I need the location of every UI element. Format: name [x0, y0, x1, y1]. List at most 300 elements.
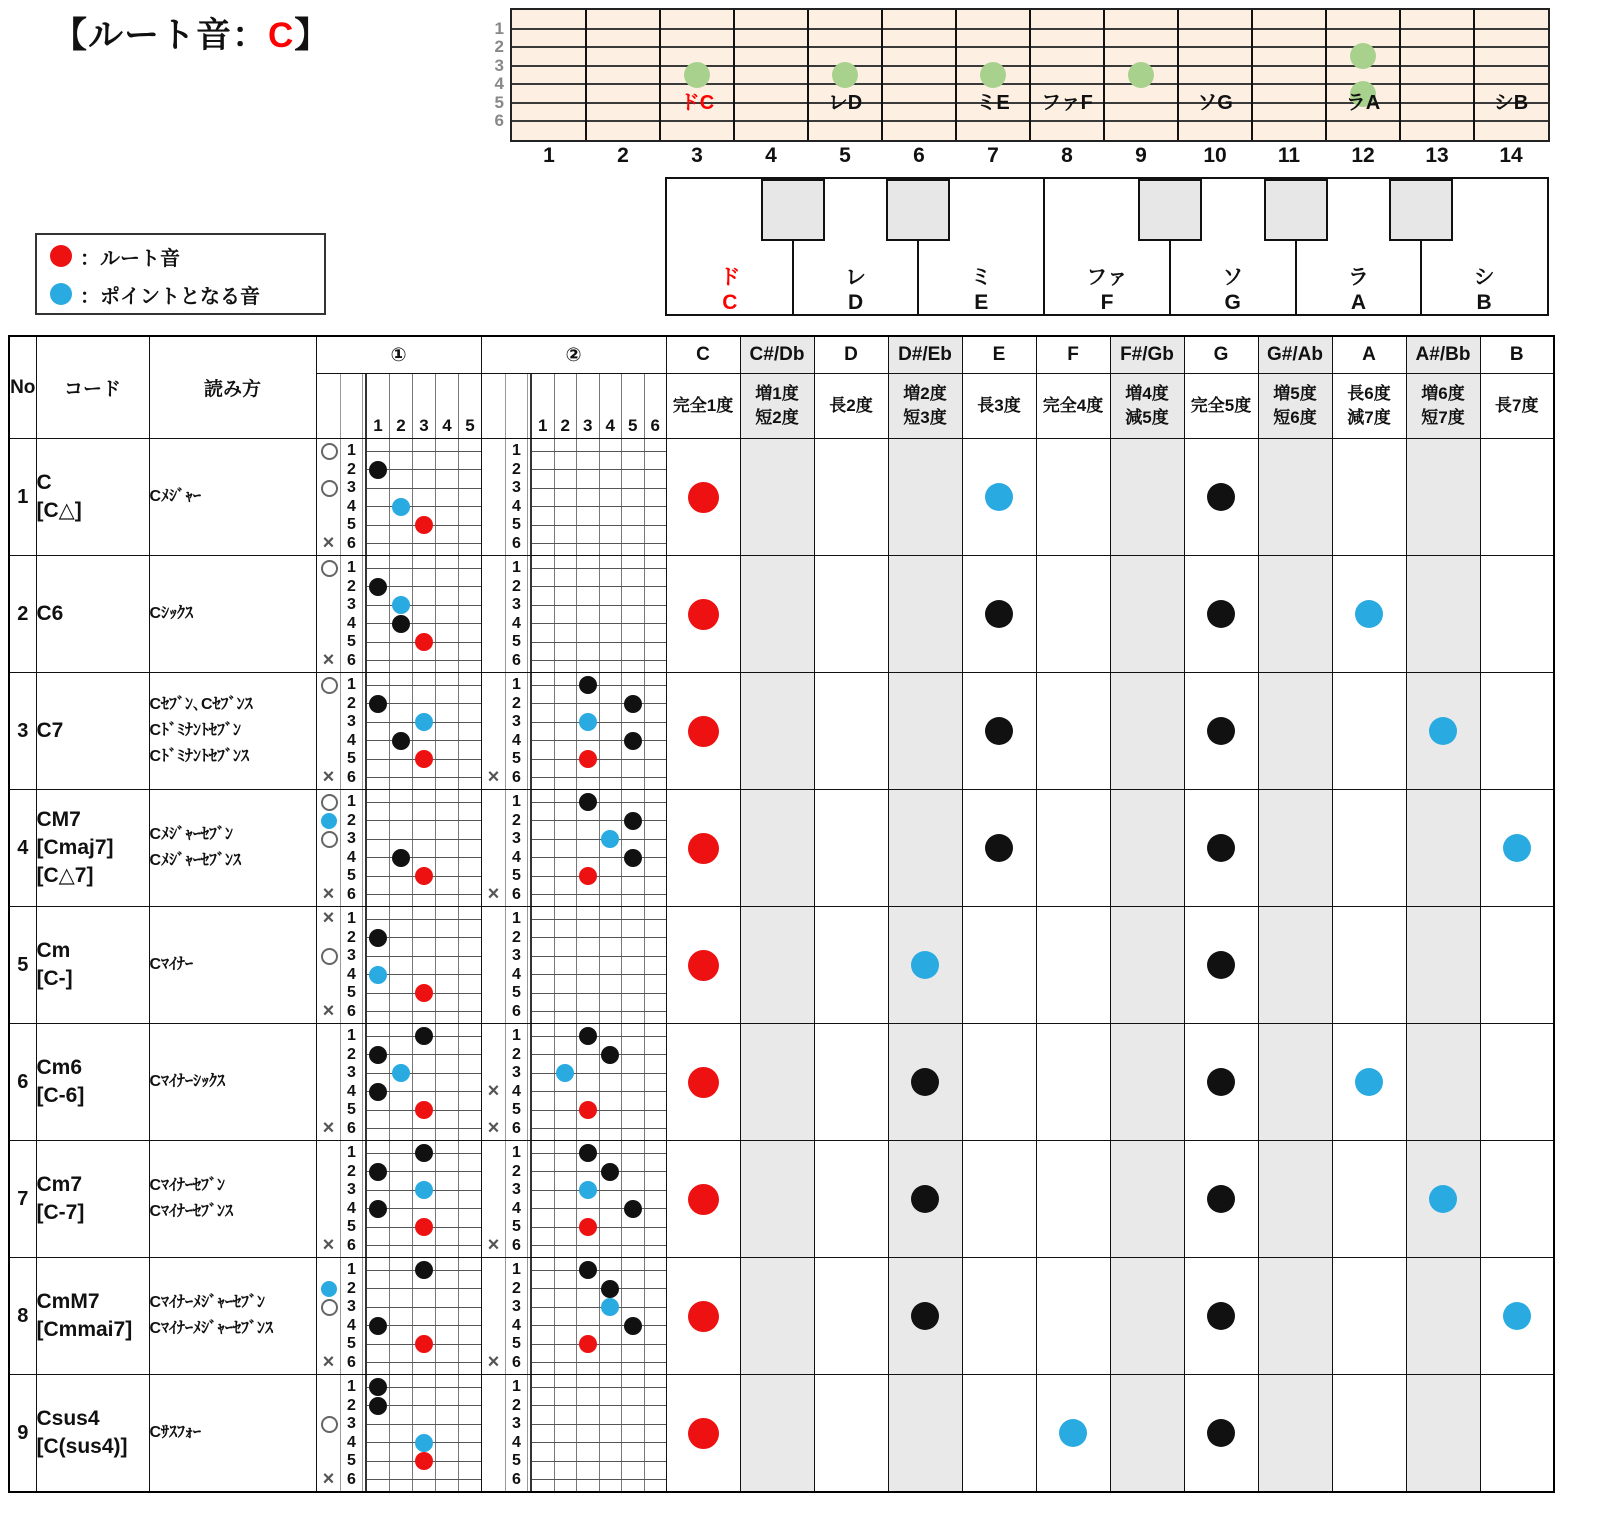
root-finger-dot — [415, 1218, 433, 1236]
interval-header-A#/Bb — [1406, 374, 1480, 439]
diagram-string-number: 6 — [512, 1236, 521, 1254]
fret-grid-line — [435, 673, 436, 789]
diagram-string-number: 5 — [347, 1335, 356, 1352]
diagram1-cell — [316, 673, 481, 790]
fret-grid-line — [458, 1024, 459, 1140]
fret-line — [659, 10, 661, 140]
piano-black-key — [761, 179, 825, 241]
tone-cell-G#/Ab — [1258, 907, 1332, 1024]
fret-grid-line — [621, 556, 622, 672]
diagram-string-number: 2 — [512, 694, 521, 712]
chord-reading-line: Cｻｽﾌｫｰ — [149, 1424, 202, 1441]
tone-cell-A#/Bb — [1406, 556, 1480, 673]
diagram2-cell — [481, 556, 666, 673]
chord-name-line: [C(sus4)] — [36, 1435, 128, 1458]
chord-tone-dot — [1207, 483, 1235, 511]
tone-cell-C — [666, 1375, 740, 1493]
tone-cell-F#/Gb — [1110, 556, 1184, 673]
fret-line — [1029, 10, 1031, 140]
fret-grid-line — [576, 439, 577, 555]
fret-line — [1325, 10, 1327, 140]
fret-grid-line — [621, 673, 622, 789]
point-note-dot — [1355, 600, 1383, 628]
diagram-string-number: 6 — [347, 1353, 356, 1371]
string-grid-line — [532, 642, 666, 643]
chord-row-2 — [9, 556, 1554, 673]
fret-grid-line — [599, 790, 600, 906]
fret-marker-inlay — [684, 62, 710, 88]
fret-grid-line — [458, 1141, 459, 1257]
string-grid-line — [532, 1011, 666, 1012]
diagram-string-number: 1 — [347, 910, 356, 927]
point-finger-dot — [556, 1064, 574, 1082]
fret-grid-line — [389, 1024, 390, 1140]
interval-label: 短3度 — [903, 408, 947, 427]
diagram-string-number: 1 — [512, 793, 521, 810]
row-number: 1 — [9, 439, 36, 556]
tone-cell-E — [962, 907, 1036, 1024]
grid-edge-line — [365, 556, 367, 672]
fret-number-label: 12 — [1351, 144, 1375, 167]
chord-diagram — [317, 673, 481, 789]
grid-edge-line — [530, 1024, 532, 1140]
diagram-string-number: 3 — [512, 947, 521, 964]
tone-cell-D — [814, 439, 888, 556]
tone-cell-F — [1036, 1141, 1110, 1258]
diagram-string-number: 1 — [512, 1027, 521, 1044]
diagram-string-number: 6 — [512, 1470, 521, 1488]
grid-edge-line — [365, 1258, 367, 1374]
string-grid-line — [532, 506, 666, 507]
string-grid-line — [532, 1227, 666, 1228]
string-grid-line — [532, 543, 666, 544]
chord-diagram — [317, 790, 481, 906]
string-grid-line — [532, 1073, 666, 1074]
muted-string-marker: × — [487, 765, 500, 788]
fret-number: 5 — [628, 416, 638, 435]
chord-tone-dot — [1207, 1185, 1235, 1213]
fret-grid-line — [389, 907, 390, 1023]
black-finger-dot — [369, 695, 387, 713]
chord-tone-dot — [1207, 834, 1235, 862]
string-grid-line — [532, 488, 666, 489]
string-grid-line — [532, 685, 666, 686]
chord-diagram — [482, 439, 666, 555]
chord-row-3 — [9, 673, 1554, 790]
fret-grid-line — [576, 1258, 577, 1374]
string-grid-line — [367, 1073, 481, 1074]
interval-header-B — [1480, 374, 1554, 439]
fret-grid-line — [576, 556, 577, 672]
diagram-string-number: 4 — [347, 614, 356, 632]
root-note-dot — [688, 599, 719, 630]
fret-grid-line — [599, 556, 600, 672]
fret-grid-line — [599, 1258, 600, 1374]
tone-cell-D#/Eb — [888, 1375, 962, 1493]
black-finger-dot — [579, 1144, 597, 1162]
fret-grid-line — [412, 1375, 413, 1491]
chord-diagram — [482, 1141, 666, 1257]
tone-cell-D#/Eb — [888, 556, 962, 673]
marker-column-line — [340, 374, 341, 438]
grid-edge-line — [530, 439, 532, 555]
fretboard-note-label: ラA — [1345, 91, 1381, 114]
black-finger-dot — [369, 1378, 387, 1396]
chord-name-cell — [36, 1258, 149, 1375]
chord-diagram — [482, 1024, 666, 1140]
diagram-string-number: 5 — [347, 984, 356, 1001]
grid-edge-line — [530, 673, 532, 789]
root-finger-dot — [415, 516, 433, 534]
tone-cell-C — [666, 1141, 740, 1258]
fret-line — [1473, 10, 1475, 140]
fret-grid-line — [435, 790, 436, 906]
chord-row-8 — [9, 1258, 1554, 1375]
fret-grid-line — [389, 1141, 390, 1257]
fret-grid-line — [412, 1258, 413, 1374]
diagram2-cell — [481, 1375, 666, 1493]
chord-row-9 — [9, 1375, 1554, 1493]
string-grid-line — [532, 1344, 666, 1345]
diagram-string-number: 4 — [347, 848, 356, 866]
column-header-note-F#/Gb: F#/Gb — [1110, 336, 1184, 374]
root-note-dot — [688, 833, 719, 864]
chord-diagram — [317, 1258, 481, 1374]
chord-name-cell — [36, 907, 149, 1024]
tone-cell-F#/Gb — [1110, 1141, 1184, 1258]
fret-grid-line — [389, 673, 390, 789]
muted-string-marker: × — [487, 1233, 500, 1256]
chord-diagram — [482, 673, 666, 789]
chord-reading-line: Cﾏｲﾅｰﾒｼﾞｬｰｾﾌﾞﾝｽ — [149, 1320, 274, 1337]
interval-header-C — [666, 374, 740, 439]
number-column-line — [527, 374, 528, 438]
muted-string-marker: × — [322, 1350, 335, 1373]
string-grid-line — [367, 1362, 481, 1363]
tone-cell-A#/Bb — [1406, 1024, 1480, 1141]
chord-row-5 — [9, 907, 1554, 1024]
chord-reading-cell — [149, 673, 316, 790]
chord-name-line: C6 — [36, 602, 64, 625]
string-grid-line — [532, 1362, 666, 1363]
fretboard-diagram — [494, 8, 1550, 167]
column-header-chord: コード — [36, 336, 149, 439]
diagram-string-number: 6 — [512, 885, 521, 903]
tone-cell-G — [1184, 790, 1258, 907]
diagram2-cell — [481, 1024, 666, 1141]
string-grid-line — [367, 919, 481, 920]
string-grid-line — [532, 1405, 666, 1406]
number-column-line — [362, 374, 363, 438]
diagram-string-number: 6 — [347, 534, 356, 552]
diagram-string-number: 4 — [347, 1199, 356, 1217]
chord-diagram — [482, 1258, 666, 1374]
diagram-string-number: 3 — [347, 596, 356, 613]
fret-grid-line — [599, 1141, 600, 1257]
string-grid-line — [367, 605, 481, 606]
grid-edge-line — [530, 790, 532, 906]
tone-cell-D#/Eb — [888, 1024, 962, 1141]
interval-label: 減7度 — [1347, 408, 1391, 427]
grid-edge-line — [365, 439, 367, 555]
column-header-diagram2: ② — [481, 336, 666, 374]
string-grid-line — [532, 1288, 666, 1289]
tone-cell-C — [666, 556, 740, 673]
string-grid-line — [532, 722, 666, 723]
string-grid-line — [532, 1307, 666, 1308]
fret-number-strip — [482, 374, 666, 438]
chord-reading-line: Cｼｯｸｽ — [149, 605, 194, 622]
fret-grid-line — [389, 439, 390, 555]
fret-grid-line — [576, 673, 577, 789]
diagram-string-number: 5 — [512, 633, 521, 650]
root-finger-dot — [415, 984, 433, 1002]
chord-reading-line: Cﾏｲﾅｰｾﾌﾞﾝｽ — [149, 1203, 234, 1220]
grid-edge-line — [365, 1375, 367, 1491]
diagram-string-number: 6 — [512, 1353, 521, 1371]
string-grid-line — [367, 506, 481, 507]
interval-label: 長6度 — [1347, 384, 1391, 403]
chord-tone-dot — [985, 717, 1013, 745]
diagram2-fret-numbers — [481, 374, 666, 439]
interval-header-D — [814, 374, 888, 439]
chord-reading-cell — [149, 1024, 316, 1141]
string-number-label: 6 — [494, 111, 504, 131]
fret-number-label: 8 — [1061, 144, 1073, 167]
fret-grid-line — [621, 439, 622, 555]
tone-cell-D — [814, 1258, 888, 1375]
fret-grid-line — [644, 439, 645, 555]
fret-grid-line — [621, 790, 622, 906]
string-grid-line — [532, 586, 666, 587]
tone-cell-C — [666, 790, 740, 907]
fret-grid-line — [389, 1258, 390, 1374]
black-finger-dot — [369, 1317, 387, 1335]
chord-name-cell — [36, 439, 149, 556]
tone-cell-A — [1332, 1258, 1406, 1375]
diagram-string-number: 2 — [347, 811, 356, 829]
chord-reading-cell — [149, 907, 316, 1024]
root-note-dot-icon — [50, 245, 72, 267]
point-finger-dot — [415, 1434, 433, 1452]
column-header-note-C: C — [666, 336, 740, 374]
diagram-string-number: 1 — [512, 1261, 521, 1278]
fret-number: 2 — [560, 416, 570, 435]
diagram-string-number: 5 — [512, 1101, 521, 1118]
fret-grid-line — [644, 1258, 645, 1374]
diagram-string-number: 1 — [347, 1144, 356, 1161]
fret-grid-line — [458, 790, 459, 906]
piano-key-letter-label: C — [722, 291, 738, 314]
diagram-string-number: 5 — [512, 1452, 521, 1469]
fret-line — [1399, 10, 1401, 140]
interval-header-G#/Ab — [1258, 374, 1332, 439]
fret-number-label: 10 — [1203, 144, 1227, 167]
interval-header-G — [1184, 374, 1258, 439]
tone-cell-F#/Gb — [1110, 1375, 1184, 1493]
interval-header-F — [1036, 374, 1110, 439]
string-grid-line — [532, 568, 666, 569]
muted-string-marker: × — [322, 1233, 335, 1256]
chord-name-line: CmM7 — [36, 1290, 100, 1313]
chord-diagram — [317, 1375, 481, 1491]
diagram-string-number: 4 — [347, 731, 356, 749]
page-title — [52, 8, 330, 58]
tone-cell-F — [1036, 907, 1110, 1024]
string-grid-line — [367, 1011, 481, 1012]
tone-cell-D — [814, 790, 888, 907]
fret-number-label: 6 — [913, 144, 925, 167]
piano-key-kana-label: ミ — [970, 266, 992, 289]
diagram-string-number: 3 — [347, 1064, 356, 1081]
grid-edge-line — [365, 907, 367, 1023]
chord-tone-dot — [911, 1068, 939, 1096]
fretboard-note-label: シB — [1493, 91, 1529, 114]
point-finger-dot — [579, 713, 597, 731]
chord-table-grid — [8, 335, 1555, 1493]
root-note-dot — [688, 950, 719, 981]
tone-cell-A#/Bb — [1406, 790, 1480, 907]
fret-number-label: 11 — [1277, 144, 1301, 167]
tone-cell-G#/Ab — [1258, 1375, 1332, 1493]
tone-cell-C#/Db — [740, 907, 814, 1024]
diagram-string-number: 5 — [512, 1218, 521, 1235]
row-number: 7 — [9, 1141, 36, 1258]
diagram-string-number: 5 — [347, 867, 356, 884]
chord-reading-cell — [149, 439, 316, 556]
muted-string-marker: × — [322, 999, 335, 1022]
diagram-string-number: 2 — [347, 1279, 356, 1297]
grid-edge-line — [365, 1024, 367, 1140]
diagram-string-number: 4 — [347, 1433, 356, 1451]
point-finger-dot — [392, 498, 410, 516]
tone-cell-D — [814, 1141, 888, 1258]
piano-key-kana-label: ラ — [1347, 266, 1369, 289]
tone-cell-G — [1184, 439, 1258, 556]
diagram-string-number: 1 — [347, 1027, 356, 1044]
piano-key-letter-label: F — [1100, 291, 1114, 314]
diagram-string-number: 2 — [512, 1045, 521, 1063]
diagram-string-number: 6 — [347, 1119, 356, 1137]
fret-line — [1251, 10, 1253, 140]
root-finger-dot — [415, 633, 433, 651]
diagram-string-number: 3 — [512, 1298, 521, 1315]
legend-root-label: ：ルート音 — [80, 247, 180, 270]
tone-cell-G — [1184, 1375, 1258, 1493]
diagram2-cell — [481, 1141, 666, 1258]
diagram-string-number: 5 — [347, 1452, 356, 1469]
black-finger-dot — [369, 1397, 387, 1415]
chord-reading-line: Cｾﾌﾞﾝ､Cｾﾌﾞﾝｽ — [149, 696, 253, 713]
string-grid-line — [532, 1190, 666, 1191]
string-grid-line — [532, 1208, 666, 1209]
diagram-string-number: 3 — [512, 1064, 521, 1081]
black-finger-dot — [624, 849, 642, 867]
interval-label: 完全1度 — [672, 396, 734, 415]
tone-cell-B — [1480, 1024, 1554, 1141]
diagram-string-number: 1 — [347, 1378, 356, 1395]
tone-cell-C#/Db — [740, 1375, 814, 1493]
row-number: 5 — [9, 907, 36, 1024]
muted-string-marker: × — [487, 1116, 500, 1139]
interval-label: 短6度 — [1273, 408, 1317, 427]
tone-cell-A#/Bb — [1406, 907, 1480, 1024]
tone-cell-F — [1036, 673, 1110, 790]
tone-cell-C#/Db — [740, 790, 814, 907]
muted-string-marker: × — [322, 882, 335, 905]
tone-cell-A — [1332, 439, 1406, 556]
interval-label: 短2度 — [755, 408, 799, 427]
point-note-dot — [1059, 1419, 1087, 1447]
black-finger-dot — [601, 1046, 619, 1064]
black-finger-dot — [624, 1317, 642, 1335]
root-note-dot — [688, 1067, 719, 1098]
black-finger-dot — [369, 461, 387, 479]
string-grid-line — [367, 1288, 481, 1289]
chord-reading-cell — [149, 1375, 316, 1493]
chord-name-line: CM7 — [36, 808, 81, 831]
diagram-string-number: 2 — [347, 577, 356, 595]
diagram-string-number: 5 — [347, 1218, 356, 1235]
diagram1-cell — [316, 790, 481, 907]
black-finger-dot — [369, 578, 387, 596]
fret-marker-inlay — [1128, 62, 1154, 88]
column-header-note-A: A — [1332, 336, 1406, 374]
interval-label: 増6度 — [1421, 384, 1465, 403]
open-point-note-marker — [321, 1281, 337, 1297]
chord-diagram — [482, 556, 666, 672]
piano-key-kana-label: ファ — [1086, 266, 1128, 289]
diagram-string-number: 3 — [512, 479, 521, 496]
black-finger-dot — [415, 1144, 433, 1162]
fretboard-note-label: ソG — [1197, 91, 1233, 114]
legend-point-label: ：ポイントとなる音 — [80, 285, 260, 308]
black-finger-dot — [415, 1261, 433, 1279]
chord-diagram — [482, 790, 666, 906]
string-grid-line — [532, 1424, 666, 1425]
point-note-dot — [1429, 717, 1457, 745]
fret-number: 3 — [583, 416, 593, 435]
tone-cell-F#/Gb — [1110, 1024, 1184, 1141]
root-finger-dot — [415, 1101, 433, 1119]
chord-name-line: Cm6 — [36, 1056, 83, 1079]
diagram-string-number: 4 — [347, 497, 356, 515]
tone-cell-D — [814, 1024, 888, 1141]
title-prefix: 【ルート音： — [52, 16, 269, 55]
tone-cell-B — [1480, 907, 1554, 1024]
tone-cell-G#/Ab — [1258, 439, 1332, 556]
chord-name-cell — [36, 556, 149, 673]
string-grid-line — [532, 1091, 666, 1092]
tone-cell-C#/Db — [740, 439, 814, 556]
fret-grid-line — [644, 1141, 645, 1257]
fret-grid-line — [412, 1024, 413, 1140]
diagram-string-number: 3 — [512, 830, 521, 847]
interval-label: 増5度 — [1273, 384, 1317, 403]
tone-cell-C — [666, 673, 740, 790]
string-grid-line — [367, 857, 481, 858]
fret-line — [1177, 10, 1179, 140]
fret-grid-line — [554, 439, 555, 555]
fret-grid-line — [458, 439, 459, 555]
tone-cell-D — [814, 907, 888, 1024]
muted-string-marker: × — [322, 531, 335, 554]
muted-string-marker: × — [322, 648, 335, 671]
string-grid-line — [532, 469, 666, 470]
string-grid-line — [532, 974, 666, 975]
tone-cell-B — [1480, 1258, 1554, 1375]
diagram-string-number: 4 — [512, 848, 521, 866]
